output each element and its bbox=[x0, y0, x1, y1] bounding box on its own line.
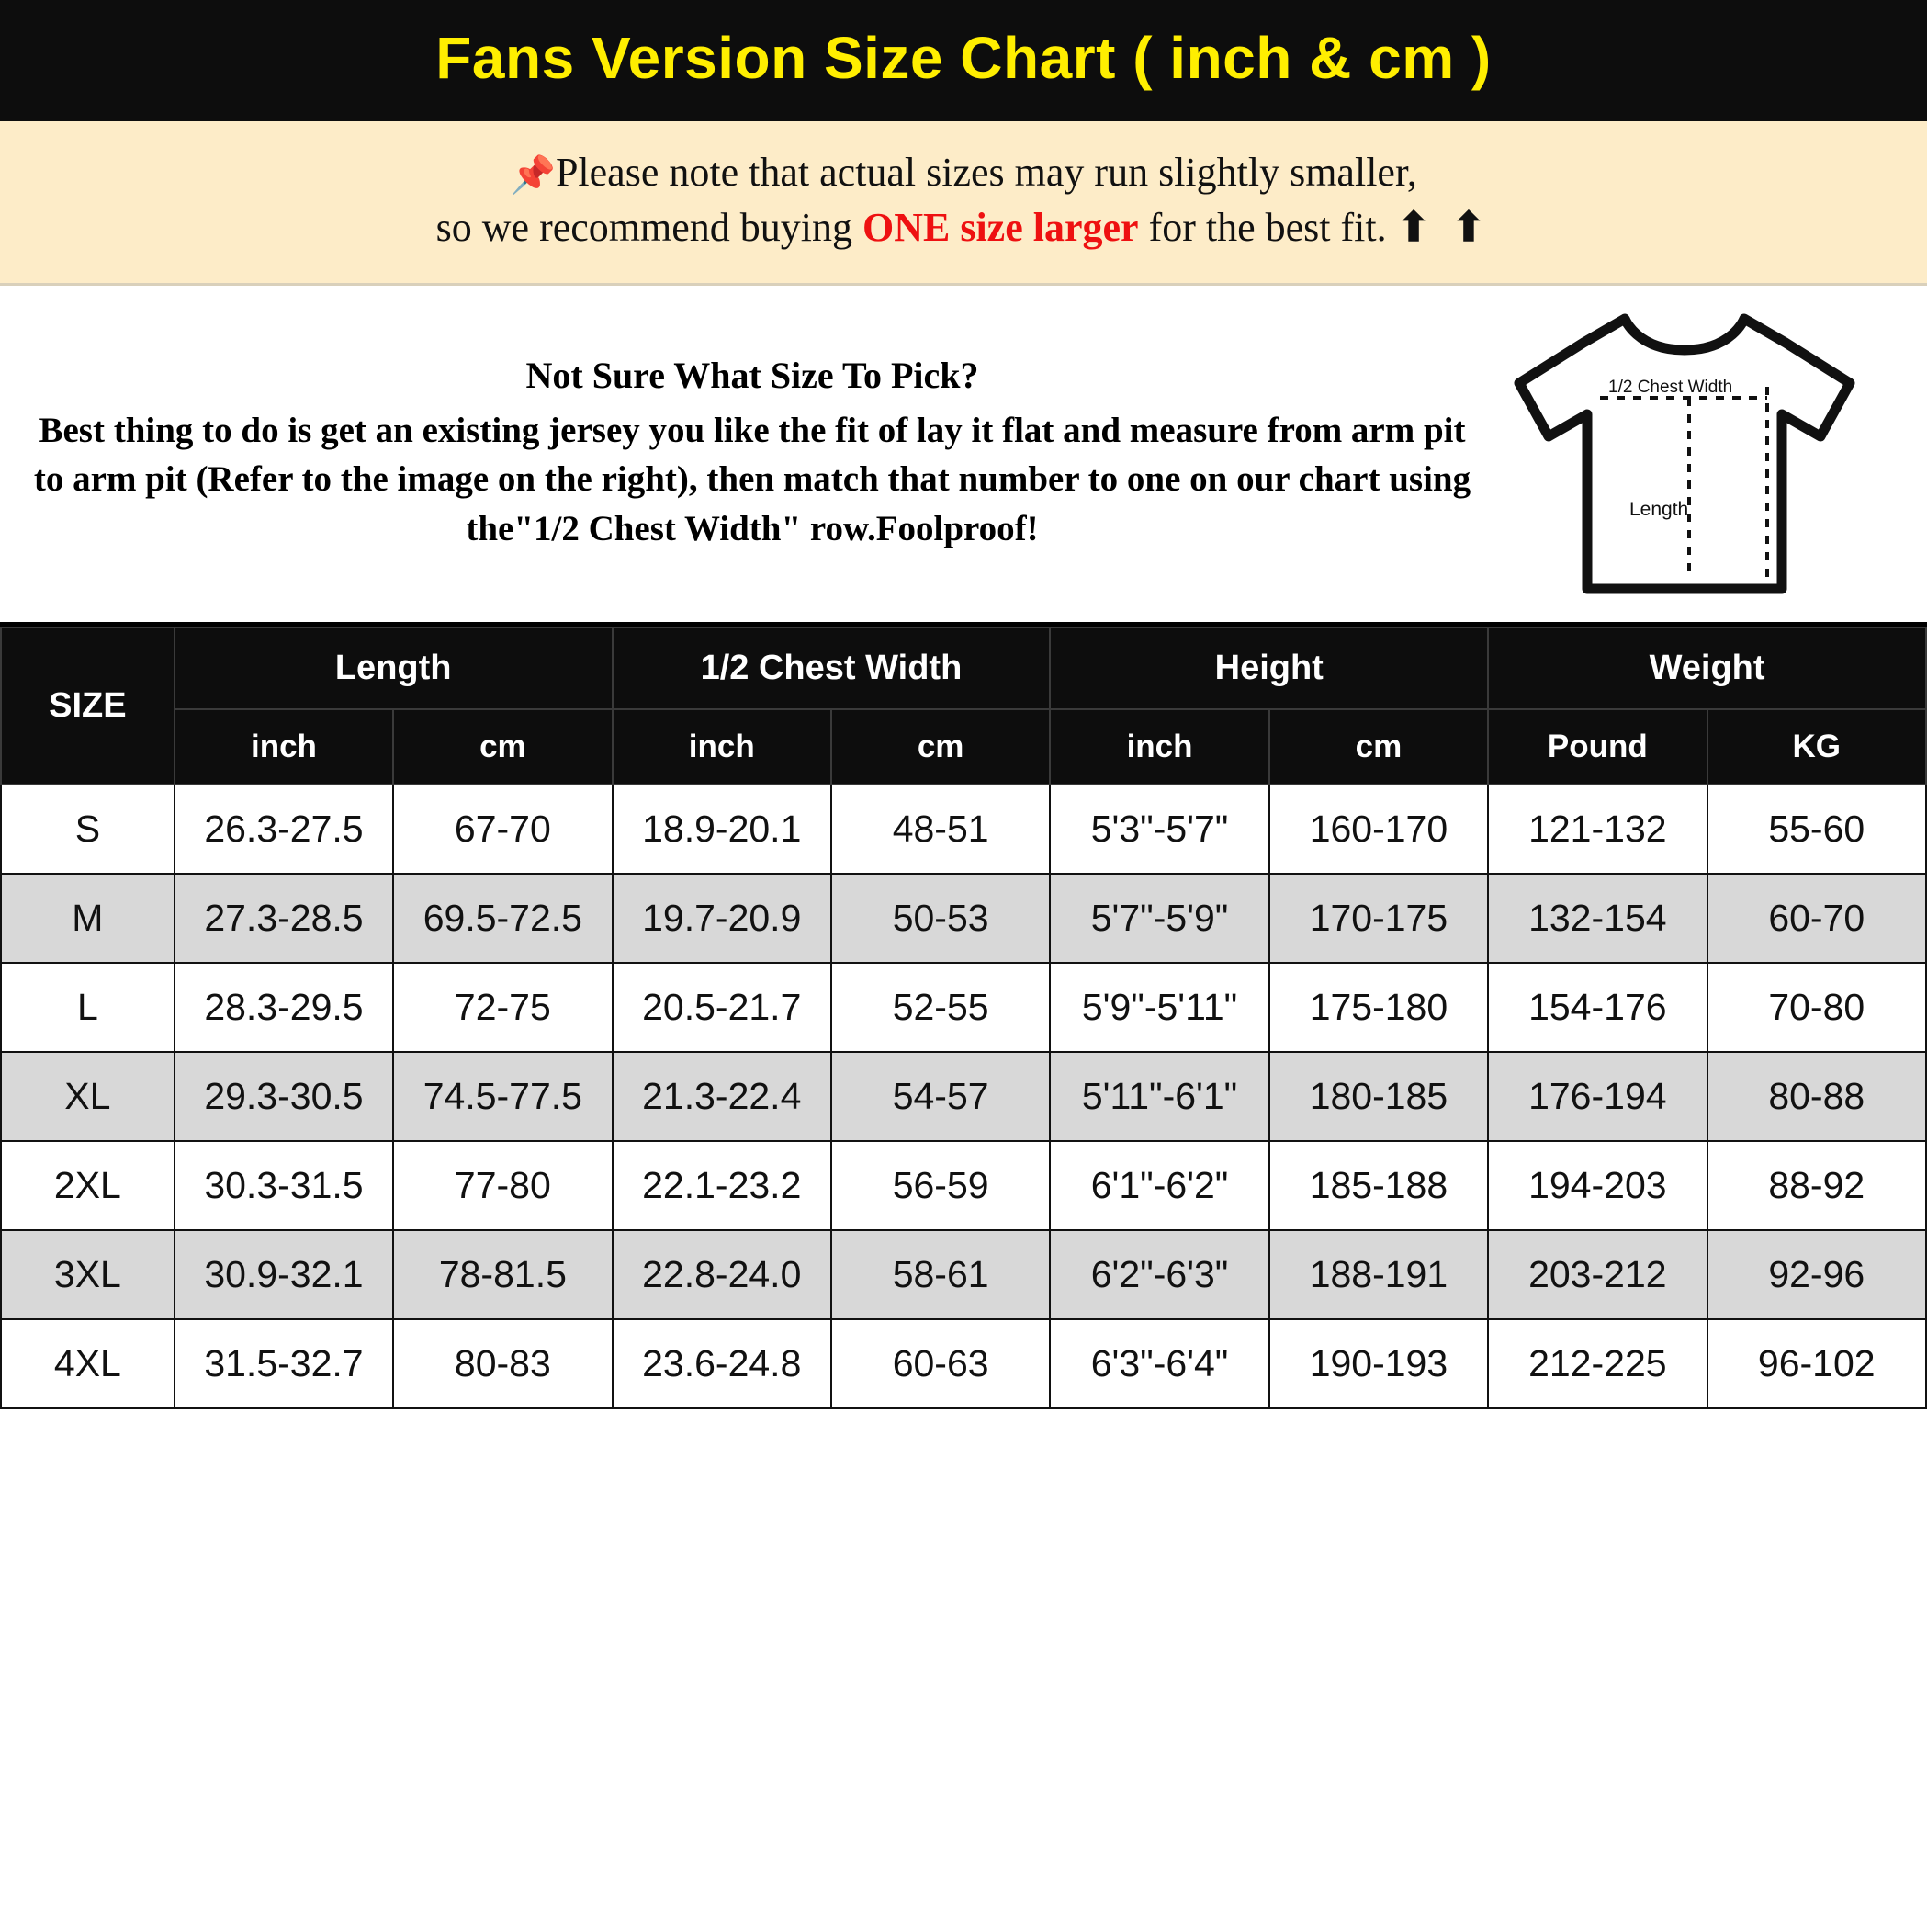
table-cell: 154-176 bbox=[1488, 963, 1707, 1052]
subheader-weight-kg: KG bbox=[1707, 709, 1926, 785]
subheader-chest-inch: inch bbox=[613, 709, 831, 785]
subheader-length-cm: cm bbox=[393, 709, 612, 785]
table-row bbox=[1, 1052, 1926, 1141]
table-row bbox=[1, 1230, 1926, 1319]
table-cell: 212-225 bbox=[1488, 1319, 1707, 1408]
table-cell: 180-185 bbox=[1269, 1052, 1488, 1141]
table-cell: 55-60 bbox=[1707, 785, 1926, 874]
table-cell: 92-96 bbox=[1707, 1230, 1926, 1319]
table-cell: 30.9-32.1 bbox=[175, 1230, 393, 1319]
cell-size: M bbox=[1, 874, 175, 963]
table-cell: 88-92 bbox=[1707, 1141, 1926, 1230]
help-text-block bbox=[13, 348, 1482, 559]
table-cell: 74.5-77.5 bbox=[393, 1052, 612, 1141]
note-line-1 bbox=[18, 145, 1909, 200]
table-cell: 30.3-31.5 bbox=[175, 1141, 393, 1230]
page-title: Fans Version Size Chart ( inch & cm ) bbox=[435, 25, 1492, 91]
subheader-height-cm: cm bbox=[1269, 709, 1488, 785]
table-cell: 28.3-29.5 bbox=[175, 963, 393, 1052]
table-cell: 60-70 bbox=[1707, 874, 1926, 963]
pushpin-icon: 📌 bbox=[510, 154, 556, 197]
header-half-chest-width: 1/2 Chest Width bbox=[613, 627, 1051, 709]
note-line-2-after: for the best fit. bbox=[1138, 205, 1397, 251]
note-highlight: ONE size larger bbox=[862, 205, 1139, 251]
subheader-chest-cm: cm bbox=[831, 709, 1050, 785]
table-cell: 27.3-28.5 bbox=[175, 874, 393, 963]
table-cell: 23.6-24.8 bbox=[613, 1319, 831, 1408]
help-heading: Not Sure What Size To Pick? bbox=[525, 354, 979, 396]
table-cell: 67-70 bbox=[393, 785, 612, 874]
table-cell: 60-63 bbox=[831, 1319, 1050, 1408]
table-cell: 6'2"-6'3" bbox=[1050, 1230, 1268, 1319]
table-cell: 52-55 bbox=[831, 963, 1050, 1052]
table-row bbox=[1, 963, 1926, 1052]
subheader-weight-pound: Pound bbox=[1488, 709, 1707, 785]
tshirt-chest-label: 1/2 Chest Width bbox=[1608, 377, 1733, 397]
table-cell: 194-203 bbox=[1488, 1141, 1707, 1230]
table-cell: 29.3-30.5 bbox=[175, 1052, 393, 1141]
table-cell: 175-180 bbox=[1269, 963, 1488, 1052]
up-arrows-icon: ⬆ ⬆ bbox=[1396, 205, 1492, 251]
table-cell: 188-191 bbox=[1269, 1230, 1488, 1319]
tshirt-length-label: Length bbox=[1629, 498, 1689, 520]
note-line-1-text: Please note that actual sizes may run slightly smaller, bbox=[555, 150, 1417, 196]
note-line-2 bbox=[18, 200, 1909, 254]
table-cell: 26.3-27.5 bbox=[175, 785, 393, 874]
table-cell: 70-80 bbox=[1707, 963, 1926, 1052]
cell-size: 3XL bbox=[1, 1230, 175, 1319]
table-cell: 22.1-23.2 bbox=[613, 1141, 831, 1230]
table-cell: 72-75 bbox=[393, 963, 612, 1052]
table-cell: 160-170 bbox=[1269, 785, 1488, 874]
help-body: Best thing to do is get an existing jersey you like the fit of lay it flat and measure from arm pit to arm pit (Refer to the image on the right), then match that number to one on our chart using the"1/2 Chest Width" row.Foolproof! bbox=[33, 410, 1471, 549]
size-chart-table bbox=[0, 627, 1927, 1409]
header-size: SIZE bbox=[1, 627, 175, 785]
note-line-2-before: so we recommend buying bbox=[435, 205, 862, 251]
table-row bbox=[1, 785, 1926, 874]
table-cell: 5'11"-6'1" bbox=[1050, 1052, 1268, 1141]
table-cell: 48-51 bbox=[831, 785, 1050, 874]
table-cell: 80-83 bbox=[393, 1319, 612, 1408]
cell-size: L bbox=[1, 963, 175, 1052]
cell-size: S bbox=[1, 785, 175, 874]
header-height: Height bbox=[1050, 627, 1488, 709]
table-group-header-row bbox=[1, 627, 1926, 709]
table-cell: 31.5-32.7 bbox=[175, 1319, 393, 1408]
table-cell: 6'3"-6'4" bbox=[1050, 1319, 1268, 1408]
table-cell: 18.9-20.1 bbox=[613, 785, 831, 874]
table-cell: 5'7"-5'9" bbox=[1050, 874, 1268, 963]
table-cell: 132-154 bbox=[1488, 874, 1707, 963]
tshirt-icon bbox=[1492, 302, 1877, 605]
table-body bbox=[1, 785, 1926, 1408]
table-head bbox=[1, 627, 1926, 785]
table-cell: 6'1"-6'2" bbox=[1050, 1141, 1268, 1230]
header-length: Length bbox=[175, 627, 613, 709]
table-cell: 80-88 bbox=[1707, 1052, 1926, 1141]
cell-size: XL bbox=[1, 1052, 175, 1141]
table-cell: 54-57 bbox=[831, 1052, 1050, 1141]
table-cell: 20.5-21.7 bbox=[613, 963, 831, 1052]
help-section bbox=[0, 286, 1927, 627]
table-cell: 77-80 bbox=[393, 1141, 612, 1230]
header-weight: Weight bbox=[1488, 627, 1926, 709]
table-cell: 170-175 bbox=[1269, 874, 1488, 963]
note-banner bbox=[0, 121, 1927, 285]
table-cell: 5'3"-5'7" bbox=[1050, 785, 1268, 874]
tshirt-diagram bbox=[1482, 302, 1914, 605]
table-cell: 56-59 bbox=[831, 1141, 1050, 1230]
table-row bbox=[1, 1141, 1926, 1230]
table-cell: 203-212 bbox=[1488, 1230, 1707, 1319]
subheader-length-inch: inch bbox=[175, 709, 393, 785]
subheader-height-inch: inch bbox=[1050, 709, 1268, 785]
table-cell: 5'9"-5'11" bbox=[1050, 963, 1268, 1052]
table-cell: 96-102 bbox=[1707, 1319, 1926, 1408]
table-cell: 176-194 bbox=[1488, 1052, 1707, 1141]
table-cell: 22.8-24.0 bbox=[613, 1230, 831, 1319]
table-row bbox=[1, 874, 1926, 963]
table-cell: 50-53 bbox=[831, 874, 1050, 963]
cell-size: 4XL bbox=[1, 1319, 175, 1408]
table-row bbox=[1, 1319, 1926, 1408]
table-cell: 58-61 bbox=[831, 1230, 1050, 1319]
table-cell: 185-188 bbox=[1269, 1141, 1488, 1230]
table-cell: 19.7-20.9 bbox=[613, 874, 831, 963]
table-sub-header-row bbox=[1, 709, 1926, 785]
table-cell: 190-193 bbox=[1269, 1319, 1488, 1408]
table-cell: 21.3-22.4 bbox=[613, 1052, 831, 1141]
cell-size: 2XL bbox=[1, 1141, 175, 1230]
table-cell: 69.5-72.5 bbox=[393, 874, 612, 963]
table-cell: 121-132 bbox=[1488, 785, 1707, 874]
title-bar bbox=[0, 0, 1927, 121]
table-cell: 78-81.5 bbox=[393, 1230, 612, 1319]
